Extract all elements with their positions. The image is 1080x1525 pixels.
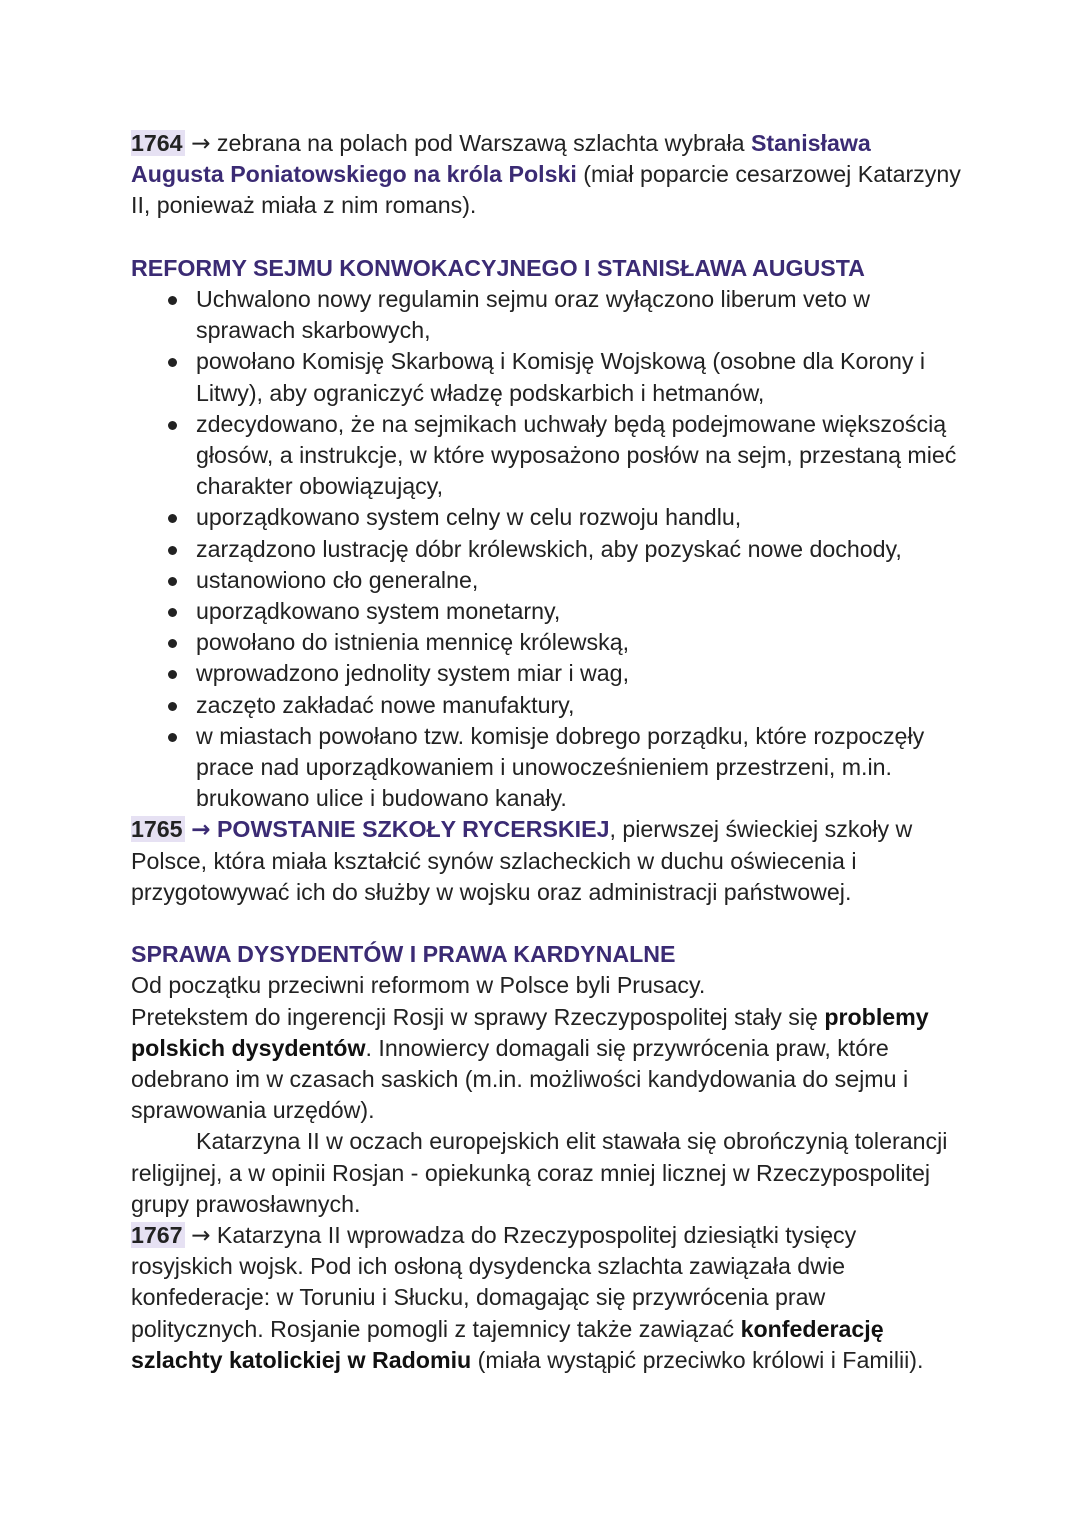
dissidents-paragraph-2: Pretekstem do ingerencji Rosji w sprawy Rzeczypospolitej stały się problemy polskich dysydentów. Innowiercy domagali się przywrócenia praw, które odebrano im w czasach saskich (m.in. możliwości kandydowania do sejmu i sprawowania urzędów).: [131, 1003, 929, 1124]
bullet-icon: [168, 577, 177, 586]
list-item: zdecydowano, że na sejmikach uchwały będą podejmowane większością głosów, a instrukcje, w które wyposażono posłów na sejm, przestaną mieć charakter obowiązujący,: [131, 409, 961, 503]
bullet-icon: [168, 702, 177, 711]
bullet-icon: [168, 358, 177, 367]
text-1764-b: (miał poparcie cesarzowej Katarzyny II, ponieważ miała z nim romans).: [131, 161, 961, 219]
list-item: uporządkowano system celny w celu rozwoju handlu,: [131, 502, 961, 533]
bullet-icon: [168, 546, 177, 555]
text-1765: , pierwszej świeckiej szkoły w Polsce, która miała kształcić synów szlacheckich w duchu oświecenia i przygotowywać ich do służby w wojsku oraz administracji państwowej.: [131, 816, 913, 905]
bullet-icon: [168, 733, 177, 742]
arrow-icon: →: [191, 130, 211, 157]
bullet-icon: [168, 608, 177, 617]
paragraph-1767: [131, 1220, 961, 1376]
bullet-icon: [168, 514, 177, 523]
document-page: [131, 128, 961, 1376]
reforms-list: [131, 284, 961, 814]
text-1767-a: Katarzyna II wprowadza do Rzeczypospolitej dziesiątki tysięcy rosyjskich wojsk. Pod ich osłoną dysydencka szlachta zawiązała dwie konfederacje: w Toruniu i Słucku, domagając się przywrócenia praw politycznych. Rosjanie pomogli z tajemnicy także zawiązać: [131, 1222, 857, 1342]
dissidents-heading: SPRAWA DYSYDENTÓW I PRAWA KARDYNALNE: [131, 941, 676, 968]
list-item: w miastach powołano tzw. komisje dobrego porządku, które rozpoczęły prace nad uporządkowaniem i unowocześnieniem przestrzeni, m.in. brukowano ulice i budowano kanały.: [131, 721, 961, 815]
list-item: zaczęto zakładać nowe manufaktury,: [131, 690, 961, 721]
list-item: ustanowiono cło generalne,: [131, 565, 961, 596]
list-item: powołano Komisję Skarbową i Komisję Wojskową (osobne dla Korony i Litwy), aby ograniczyć władzę podskarbich i hetmanów,: [131, 346, 961, 408]
list-item: wprowadzono jednolity system miar i wag,: [131, 658, 961, 689]
arrow-icon: →: [191, 816, 211, 844]
text-1764-a: zebrana na polach pod Warszawą szlachta wybrała: [210, 130, 751, 156]
paragraph-1765: [131, 814, 961, 908]
arrow-icon: →: [191, 1222, 211, 1250]
list-item: Uchwalono nowy regulamin sejmu oraz wyłączono liberum veto w sprawach skarbowych,: [131, 284, 961, 346]
knight-school-bold: POWSTANIE SZKOŁY RYCERSKIEJ: [216, 816, 610, 843]
king-election-bold: Stanisława Augusta Poniatowskiego na króla Polski: [131, 130, 871, 188]
bullet-icon: [168, 421, 177, 430]
dissidents-problems-bold: problemy polskich dysydentów: [131, 1003, 929, 1061]
year-highlight-1764: 1764: [131, 130, 183, 156]
radom-confederation-bold: konfederację szlachty katolickiej w Radomiu: [131, 1315, 884, 1373]
dissidents-paragraph-3: Katarzyna II w oczach europejskich elit stawała się obrończynią tolerancji religijnej, a w opinii Rosjan - opiekunką coraz mniej licznej w Rzeczypospolitej grupy prawosławnych.: [131, 1128, 948, 1217]
dissidents-line-1: Od początku przeciwni reformom w Polsce byli Prusacy.: [131, 972, 706, 999]
year-highlight-1767: 1767: [131, 1222, 183, 1249]
bullet-icon: [168, 296, 177, 305]
bullet-icon: [168, 639, 177, 648]
list-item: powołano do istnienia mennicę królewską,: [131, 627, 961, 658]
list-item: uporządkowano system monetarny,: [131, 596, 961, 627]
list-item: zarządzono lustrację dóbr królewskich, aby pozyskać nowe dochody,: [131, 534, 961, 565]
text-1767-b: (miała wystąpić przeciwko królowi i Familii).: [471, 1346, 924, 1373]
reforms-heading: REFORMY SEJMU KONWOKACYJNEGO I STANISŁAWA AUGUSTA: [131, 254, 865, 281]
bullet-icon: [168, 670, 177, 679]
year-highlight-1765: 1765: [131, 816, 183, 843]
paragraph-1764: [131, 128, 961, 222]
